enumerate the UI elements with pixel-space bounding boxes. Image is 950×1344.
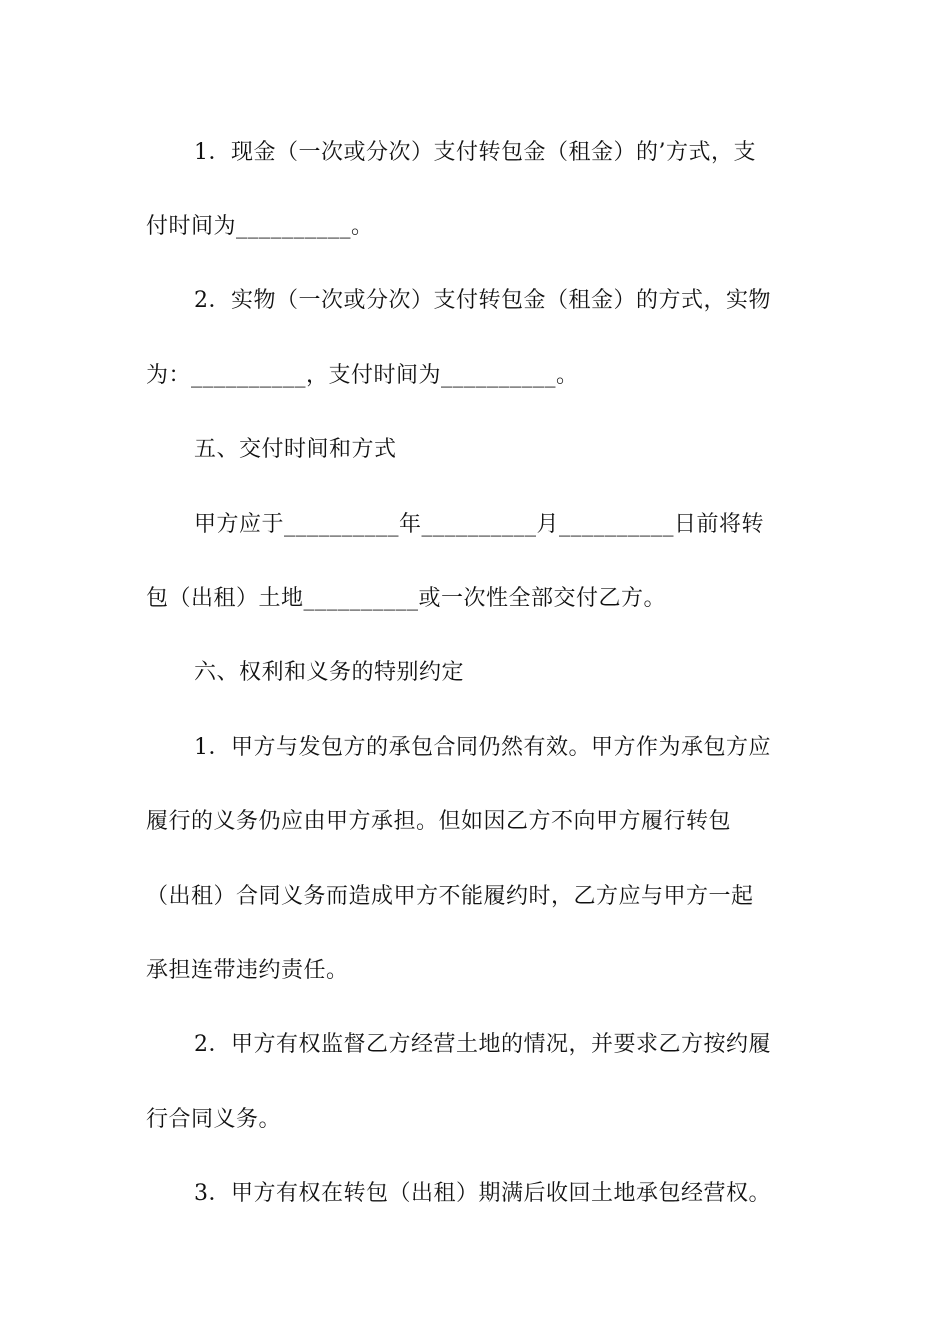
paragraph-line: 3．甲方有权在转包（出租）期满后收回土地承包经营权。: [194, 1181, 771, 1206]
paragraph-line: 包（出租）土地__________或一次性全部交付乙方。: [146, 586, 667, 611]
paragraph-line: 履行的义务仍应由甲方承担。但如因乙方不向甲方履行转包: [146, 809, 732, 834]
paragraph-line: （出租）合同义务而造成甲方不能履约时，乙方应与甲方一起: [146, 884, 754, 909]
paragraph-line: 行合同义务。: [146, 1107, 282, 1132]
paragraph-line: 1．甲方与发包方的承包合同仍然有效。甲方作为承包方应: [194, 735, 771, 760]
section-heading: 六、权利和义务的特别约定: [194, 660, 465, 685]
paragraph-line: 为：__________，支付时间为__________。: [146, 363, 579, 388]
paragraph-line: 2．甲方有权监督乙方经营土地的情况，并要求乙方按约履: [194, 1032, 771, 1057]
paragraph-line: 2．实物（一次或分次）支付转包金（租金）的方式，实物: [194, 288, 771, 313]
paragraph-line: 甲方应于__________年__________月__________日前将转: [194, 512, 765, 537]
paragraph-line: 1．现金（一次或分次）支付转包金（租金）的’方式，支: [194, 140, 756, 165]
section-heading: 五、交付时间和方式: [194, 437, 397, 462]
paragraph-line: 付时间为__________。: [146, 214, 374, 239]
paragraph-line: 承担连带违约责任。: [146, 958, 349, 983]
